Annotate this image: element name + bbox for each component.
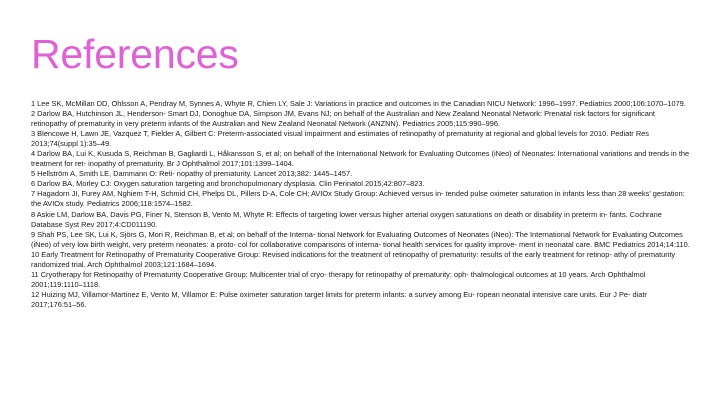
reference-item: 1 Lee SK, McMillan DD, Ohlsson A, Pendray M, Synnes A, Whyte R, Chien LY, Sale J: Variations in practice and outcomes in the Canadian NICU Network: 1996–1997. Pediatrics 2000;106:1070–1079. — [31, 99, 686, 108]
slide-title: References — [31, 31, 239, 77]
reference-item: 10 Early Treatment for Retinopathy of Prematurity Cooperative Group: Revised indications for the treatment of retinopathy of prematurity: results of the early treatment for retinop- athy of prematurity randomized trial. Arch Ophthalmol 2003;121:1684–1694. — [31, 249, 676, 269]
reference-item: 4 Darlow BA, Lui K, Kusuda S, Reichman B, Gagliardi L, Håkansson S, et al; on behalf of the International Network for Evaluating Outcomes (iNeo) of Neonates: International variations and trends in the treatment for ret- inopathy of prematurity. Br J Ophthalmol 2017;101:1399–1404. — [31, 149, 690, 169]
reference-item: 12 Huizing MJ, Villamor-Martinez E, Vento M, Villamor E: Pulse oximeter saturation target limits for preterm infants: a survey among Eu- ropean neonatal intensive care units. Eur J Pe- diatr 2017;176:51–56. — [31, 289, 647, 309]
reference-item: 5 Hellström A, Smith LE, Dammann O: Reti- nopathy of prematurity. Lancet 2013;382: 1445–1457. — [31, 169, 353, 179]
reference-item: 7 Hagadorn JI, Furey AM, Nghiem T-H, Schmid CH, Phelps DL, Pillers D-A, Cole CH; AVIOx Study Group: Achieved versus in- tended pulse oximeter saturation in infants less than 28 weeks’ gestation: the AVIOx study. Pediatrics 2006;118:1574–1582. — [31, 189, 685, 209]
reference-item: 3 Blencowe H, Lawn JE, Vazquez T, Fielder A, Gilbert C: Preterm-associated visual impairment and estimates of retinopathy of prematurity at regional and global levels for 2010. Pediatr Res 2013;74(suppl 1):35–49. — [31, 129, 649, 149]
reference-item: 11 Cryotherapy for Retinopathy of Prematurity Cooperative Group: Multicenter trial of cryo- therapy for retinopathy of prematurity: oph- thalmological outcomes at 10 years. Arch Ophthalmol 2001;119:1110–1118. — [31, 269, 646, 289]
reference-list — [31, 99, 693, 310]
reference-item: 2 Darlow BA, Hutchinson JL, Henderson- Smart DJ, Donoghue DA, Simpson JM, Evans NJ; on behalf of the Australian and New Zealand Neonatal Network: Prenatal risk factors for significant retinopathy of prematurity in very preterm infants of the Australian and New Zealand Neonatal Network (ANZNN). Pediatrics 2005;115:990–996. — [31, 109, 655, 129]
reference-item: 8 Askie LM, Darlow BA, Davis PG, Finer N, Stenson B, Vento M, Whyte R: Effects of targeting lower versus higher arterial oxygen saturations on death or disability in preterm in- fants. Cochrane Database Syst Rev 2017;4:CD011190. — [31, 209, 662, 229]
reference-item: 9 Shah PS, Lee SK, Lui K, Sjörs G, Mori R, Reichman B, et al; on behalf of the Interna- tional Network for Evaluating Outcomes of Neonates (iNeo): The International Network for Evaluating Outcomes (iNeo) of very low birth weight, very preterm neonates: a proto- col for collaborative comparisons of interna- tional health services for quality improve- ment in neonatal care. BMC Pediatrics 2014;14:110. — [31, 229, 690, 249]
reference-item: 6 Darlow BA, Morley CJ: Oxygen saturation targeting and bronchopulmonary dysplasia. Clin Perinatol 2015;42:807–823. — [31, 179, 425, 189]
